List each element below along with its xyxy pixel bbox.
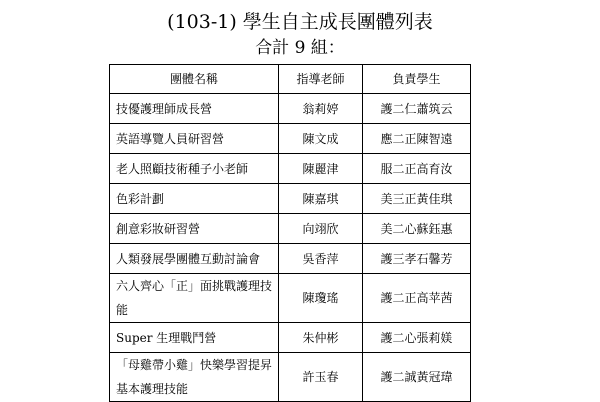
- group-name: 創意彩妝研習營: [110, 214, 279, 244]
- teacher-name: 朱仲彬: [279, 323, 363, 353]
- teacher-name: 翁莉婷: [279, 94, 363, 124]
- table-row: [110, 154, 471, 184]
- group-name: Super 生理戰鬥營: [110, 323, 279, 353]
- teacher-name: 向翊欣: [279, 214, 363, 244]
- table-row: [110, 244, 471, 274]
- student-leader: 護三孝石馨芳: [363, 244, 471, 274]
- teacher-name: 陳麗津: [279, 154, 363, 184]
- header-student-leader: 負責學生: [363, 65, 471, 94]
- group-name: 英語導覽人員研習營: [110, 124, 279, 154]
- table-header-row: [110, 65, 471, 94]
- header-group-name: 團體名稱: [110, 65, 279, 94]
- group-name: 老人照顧技術種子小老師: [110, 154, 279, 184]
- student-leader: 應二正陳智遠: [363, 124, 471, 154]
- group-name: 技優護理師成長營: [110, 94, 279, 124]
- student-leader: 護二仁蕭筑云: [363, 94, 471, 124]
- student-leader: 護二正高苹茜: [363, 274, 471, 323]
- student-leader: 護二誠黃冠瑋: [363, 353, 471, 402]
- table-row: [110, 274, 471, 323]
- header-teacher: 指導老師: [279, 65, 363, 94]
- group-count: 合計 9 組：: [255, 38, 345, 58]
- page-title: (103-1) 學生自主成長團體列表: [167, 11, 433, 33]
- teacher-name: 陳嘉琪: [279, 184, 363, 214]
- table-row: [110, 323, 471, 353]
- student-leader: 服二正高育汝: [363, 154, 471, 184]
- group-name: 色彩計劃: [110, 184, 279, 214]
- groups-table: [109, 64, 471, 402]
- table-row: [110, 184, 471, 214]
- group-name: 「母雞帶小雞」快樂學習提昇基本護理技能: [110, 353, 279, 402]
- teacher-name: 許玉春: [279, 353, 363, 402]
- table-row: [110, 353, 471, 402]
- group-name: 人類發展學團體互動討論會: [110, 244, 279, 274]
- student-leader: 美三正黃佳琪: [363, 184, 471, 214]
- student-leader: 美二心蘇鈺惠: [363, 214, 471, 244]
- table-row: [110, 214, 471, 244]
- teacher-name: 陳瓊瑤: [279, 274, 363, 323]
- group-name: 六人齊心「正」面挑戰護理技能: [110, 274, 279, 323]
- table-row: [110, 124, 471, 154]
- table-row: [110, 94, 471, 124]
- teacher-name: 吳香萍: [279, 244, 363, 274]
- teacher-name: 陳文成: [279, 124, 363, 154]
- student-leader: 護二心張莉媄: [363, 323, 471, 353]
